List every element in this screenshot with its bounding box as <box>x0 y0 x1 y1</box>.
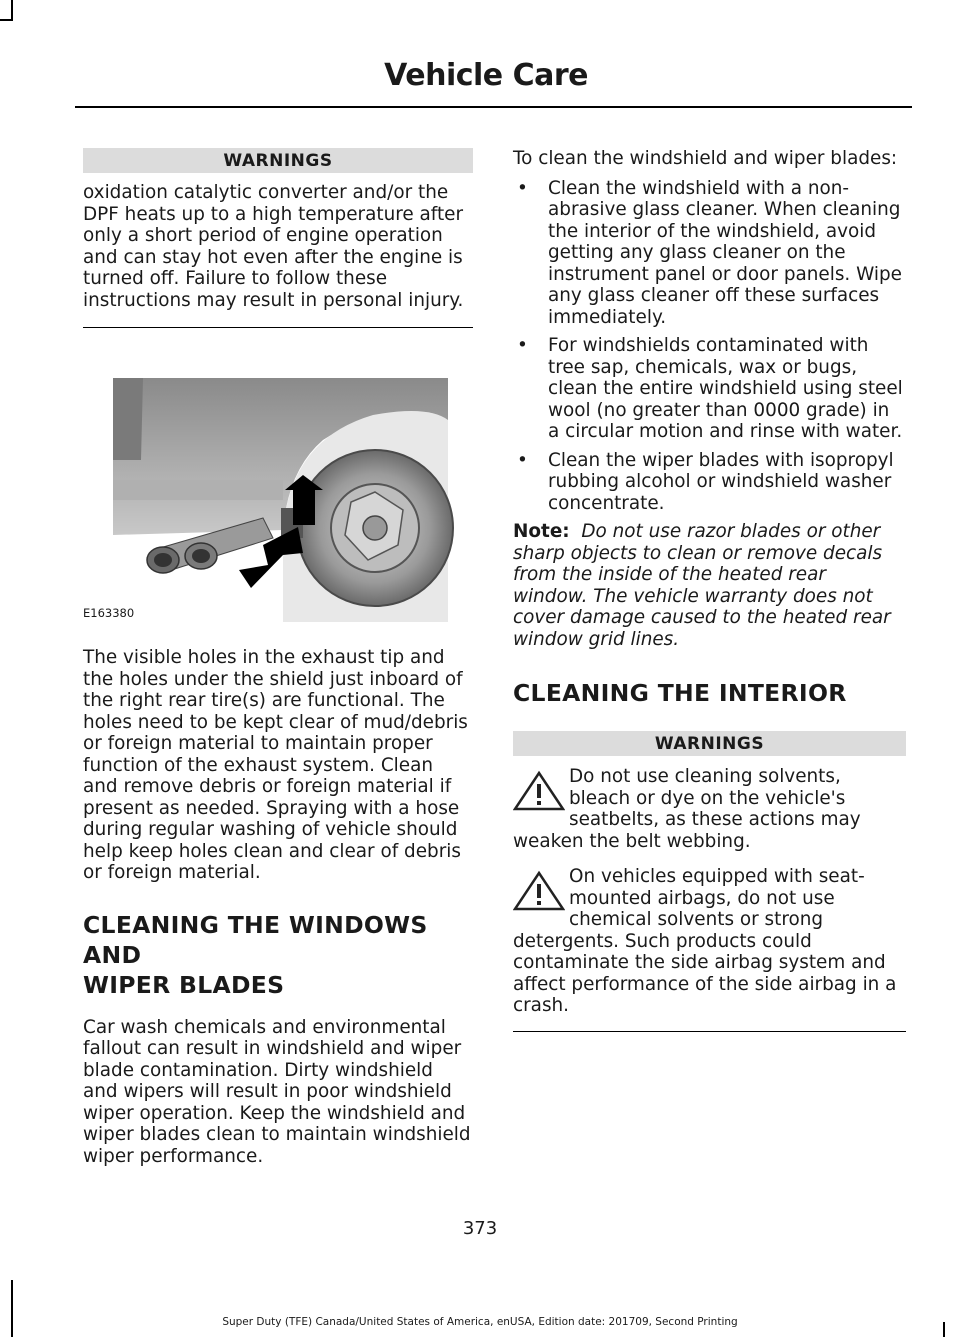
list-item <box>513 178 906 329</box>
figure-code: E163380 <box>83 606 135 620</box>
note-label: Note: <box>513 521 570 542</box>
warning-text: Do not use cleaning solvents, bleach or dye on the vehicle's seatbelts, as these actions may weaken the belt webbing. <box>513 766 861 852</box>
warning-item <box>513 766 906 852</box>
cleaning-steps-list <box>513 178 906 515</box>
warning-text: oxidation catalytic converter and/or the DPF heats up to a high temperature after only a short period of engine operation and can stay hot even after the engine is turned off. Failure to follow these instructions may result in personal injury. <box>83 182 464 311</box>
header-rule <box>75 106 912 108</box>
list-item <box>513 450 906 515</box>
exhaust-paragraph: The visible holes in the exhaust tip and the holes under the shield just inboard of the right rear tire(s) are functional. The holes need to be kept clear of mud/debris or foreign material to maintain proper function of the exhaust system. Clean and remove debris or foreign material if present as needed. Spraying with a hose during regular washing of vehicle should help keep holes clean and clear of debris or foreign material. <box>83 647 468 883</box>
exhaust-illustration <box>83 360 473 622</box>
crop-mark <box>11 1280 13 1337</box>
warnings-header: WARNINGS <box>513 731 906 756</box>
cleaning-intro: To clean the windshield and wiper blades: <box>513 148 898 169</box>
bullet-marker: • <box>517 335 528 356</box>
list-item <box>513 335 906 443</box>
page-footer: Super Duty (TFE) Canada/United States of America, enUSA, Edition date: 201709, Second Printing <box>222 1316 738 1328</box>
crop-mark <box>11 1280 13 1282</box>
crop-mark <box>0 19 13 21</box>
section-heading-windows <box>83 910 473 1000</box>
note-text: Do not use razor blades or other sharp objects to clean or remove decals from the inside of the heated rear window. The vehicle warranty does not cover damage caused to the heated rear window grid lines. <box>513 521 891 650</box>
list-item-text: Clean the wiper blades with isopropyl rubbing alcohol or windshield washer concentrate. <box>548 449 894 514</box>
section-heading-interior: CLEANING THE INTERIOR <box>513 679 847 707</box>
bullet-marker: • <box>517 177 528 199</box>
heading-line: WIPER BLADES <box>83 970 285 999</box>
warning-triangle-icon <box>513 870 565 912</box>
left-column <box>83 148 473 1167</box>
warning-triangle-icon <box>513 770 565 812</box>
warning-text: On vehicles equipped with seat-mounted airbags, do not use chemical solvents or strong detergents. Such products could contaminate the side airbag system and affect performance of the side airbag in a crash. <box>513 866 897 1016</box>
exhaust-figure <box>83 360 473 622</box>
page-number: 373 <box>462 1218 498 1239</box>
list-item-text: For windshields contaminated with tree sap, chemicals, wax or bugs, clean the entire windshield using steel wool (no greater than 0000 grade) in a circular motion and rinse with water. <box>548 335 903 442</box>
list-item-text: Clean the windshield with a non-abrasive glass cleaner. When cleaning the interior of the windshield, avoid getting any glass cleaner on the instrument panel or door panels. Wipe any glass cleaner off these surfaces immediately. <box>548 177 903 328</box>
crop-mark <box>11 0 13 20</box>
warning-item <box>513 866 906 1017</box>
heading-line: CLEANING THE WINDOWS AND <box>83 910 428 969</box>
warning-rule <box>513 1031 906 1032</box>
windows-paragraph: Car wash chemicals and environmental fallout can result in windshield and wiper blade contamination. Dirty windshield and wipers will result in poor windshield wiper operation. Keep the windshield and wiper blades clean to maintain windshield wiper performance. <box>83 1016 471 1167</box>
note <box>513 521 906 650</box>
warnings-header: WARNINGS <box>83 148 473 173</box>
bullet-marker: • <box>517 449 528 471</box>
right-column <box>513 148 906 1032</box>
warning-rule <box>83 327 473 328</box>
page-header-title: Vehicle Care <box>384 58 588 93</box>
